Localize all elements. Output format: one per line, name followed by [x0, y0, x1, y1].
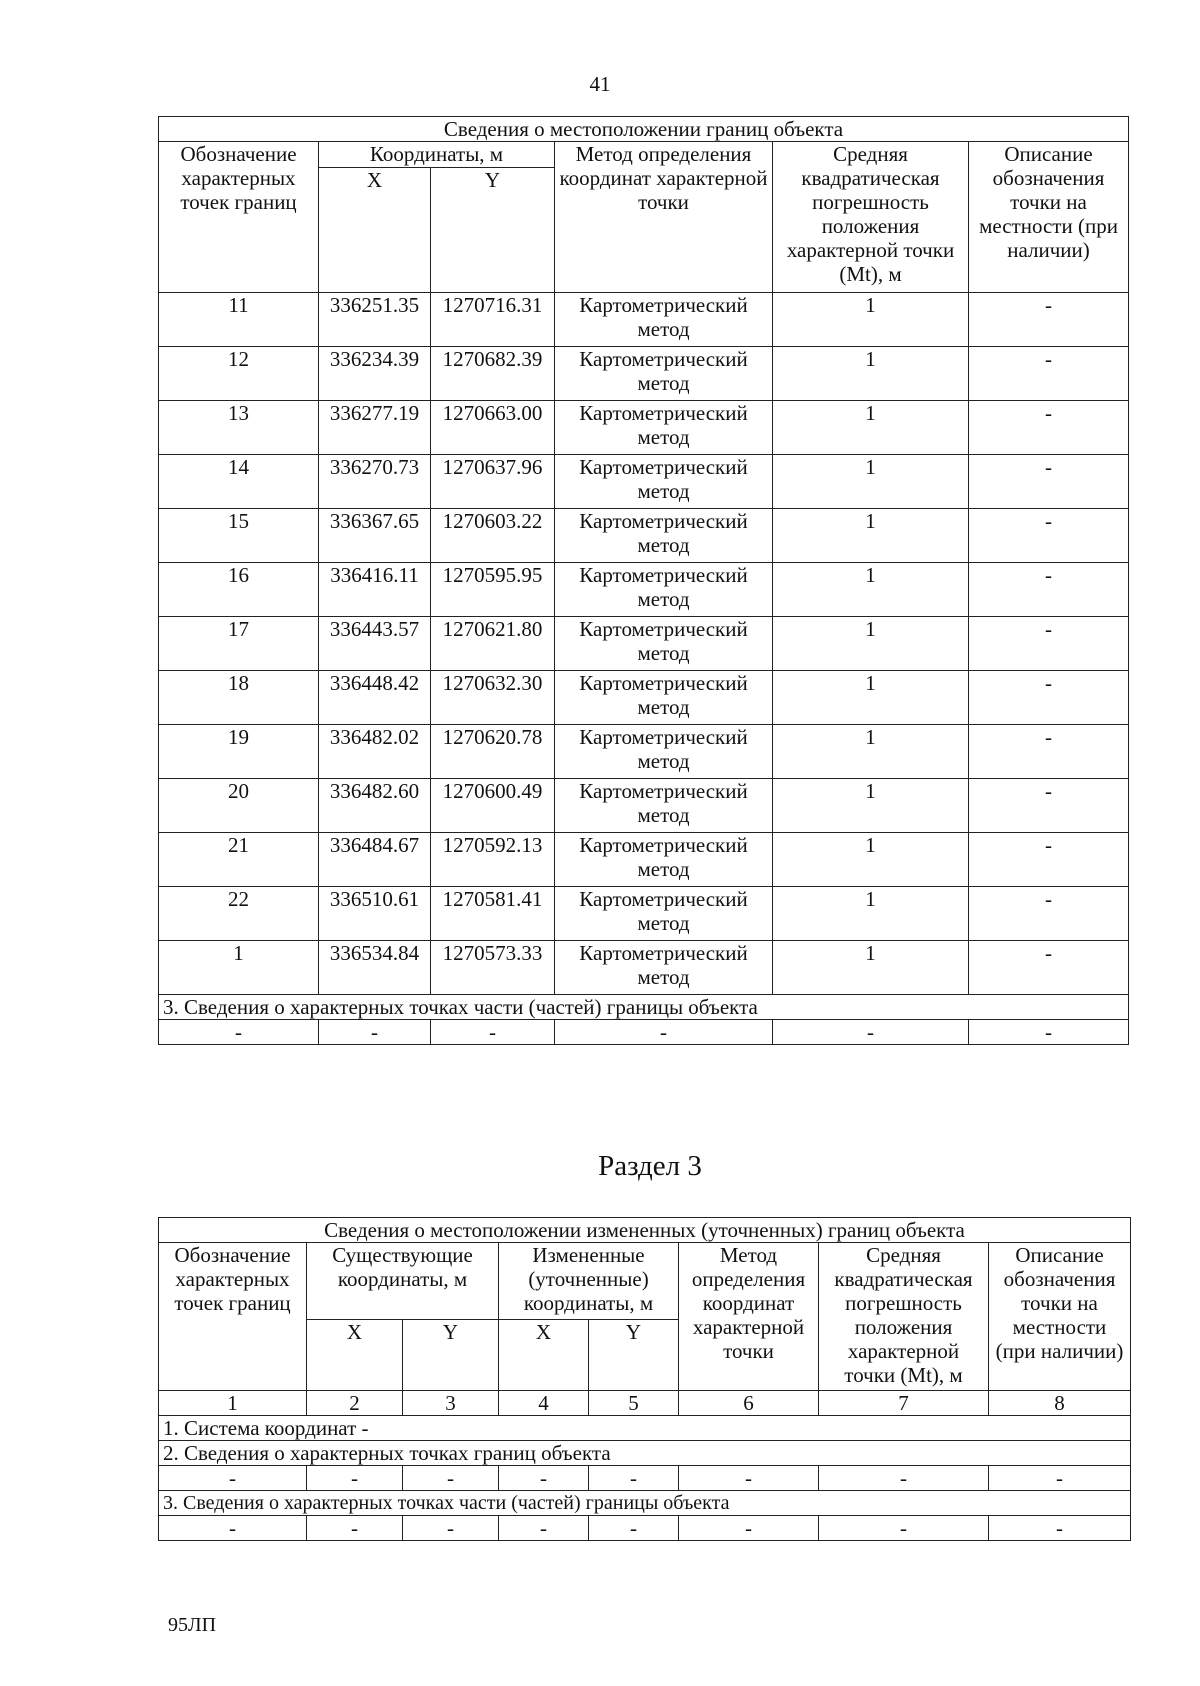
dash-cell: - [969, 1020, 1129, 1045]
table-row [159, 887, 1129, 941]
section-2-title: 2. Сведения о характерных точках границ объекта [159, 1441, 1131, 1466]
column-number: 4 [499, 1391, 589, 1416]
x-cell: 336367.65 [319, 509, 431, 563]
header-existing-coordinates: Существующие координаты, м [307, 1243, 499, 1320]
method-cell: Картометрический метод [555, 671, 773, 725]
method-cell: Картометрический метод [555, 617, 773, 671]
page-number: 41 [589, 72, 611, 96]
description-cell: - [969, 563, 1129, 617]
y-cell: 1270637.96 [431, 455, 555, 509]
table-row [159, 779, 1129, 833]
dash-cell: - [989, 1516, 1131, 1541]
header-method: Метод определения координат характерной точки [555, 142, 773, 293]
method-cell: Картометрический метод [555, 887, 773, 941]
dash-cell: - [307, 1516, 403, 1541]
header-x-changed: X [499, 1320, 589, 1391]
method-cell: Картометрический метод [555, 779, 773, 833]
method-cell: Картометрический метод [555, 833, 773, 887]
point-cell: 20 [159, 779, 319, 833]
accuracy-cell: 1 [773, 455, 969, 509]
x-cell: 336534.84 [319, 941, 431, 995]
table-row [159, 617, 1129, 671]
y-cell: 1270592.13 [431, 833, 555, 887]
header-x: X [319, 168, 431, 293]
point-cell: 17 [159, 617, 319, 671]
x-cell: 336251.35 [319, 293, 431, 347]
header-y-existing: Y [403, 1320, 499, 1391]
method-cell: Картометрический метод [555, 563, 773, 617]
section-3-row [159, 1020, 1129, 1045]
column-number: 6 [679, 1391, 819, 1416]
header-coordinates: Координаты, м [319, 142, 555, 168]
description-cell: - [969, 347, 1129, 401]
section-3-title: 3. Сведения о характерных точках части (частей) границы объекта [159, 995, 1129, 1020]
y-cell: 1270595.95 [431, 563, 555, 617]
point-cell: 14 [159, 455, 319, 509]
column-number: 8 [989, 1391, 1131, 1416]
y-cell: 1270603.22 [431, 509, 555, 563]
header-y-changed: Y [589, 1320, 679, 1391]
y-cell: 1270581.41 [431, 887, 555, 941]
dash-cell: - [589, 1516, 679, 1541]
point-cell: 11 [159, 293, 319, 347]
point-cell: 15 [159, 509, 319, 563]
method-cell: Картометрический метод [555, 347, 773, 401]
description-cell: - [969, 617, 1129, 671]
description-cell: - [969, 401, 1129, 455]
table-row [159, 941, 1129, 995]
header-accuracy: Средняя квадратическая погрешность положения характерной точки (Mt), м [773, 142, 969, 293]
table-row [159, 725, 1129, 779]
x-cell: 336234.39 [319, 347, 431, 401]
footer-code: 95ЛП [168, 1614, 217, 1636]
method-cell: Картометрический метод [555, 941, 773, 995]
header-y: Y [431, 168, 555, 293]
accuracy-cell: 1 [773, 671, 969, 725]
coordinate-system-row: 1. Система координат - [159, 1416, 1131, 1441]
point-cell: 16 [159, 563, 319, 617]
accuracy-cell: 1 [773, 347, 969, 401]
method-cell: Картометрический метод [555, 509, 773, 563]
accuracy-cell: 1 [773, 725, 969, 779]
x-cell: 336443.57 [319, 617, 431, 671]
dash-cell: - [679, 1466, 819, 1491]
accuracy-cell: 1 [773, 563, 969, 617]
column-number: 3 [403, 1391, 499, 1416]
method-cell: Картометрический метод [555, 455, 773, 509]
description-cell: - [969, 293, 1129, 347]
description-cell: - [969, 833, 1129, 887]
x-cell: 336482.60 [319, 779, 431, 833]
header-changed-coordinates: Измененные (уточненные) координаты, м [499, 1243, 679, 1320]
column-numbers-row [159, 1391, 1131, 1416]
description-cell: - [969, 671, 1129, 725]
header-point: Обозначение характерных точек границ [159, 142, 319, 293]
point-cell: 19 [159, 725, 319, 779]
table-row [159, 455, 1129, 509]
column-number: 2 [307, 1391, 403, 1416]
column-number: 5 [589, 1391, 679, 1416]
accuracy-cell: 1 [773, 833, 969, 887]
y-cell: 1270716.31 [431, 293, 555, 347]
method-cell: Картометрический метод [555, 725, 773, 779]
y-cell: 1270573.33 [431, 941, 555, 995]
dash-cell: - [431, 1020, 555, 1045]
table-caption: Сведения о местоположении границ объекта [159, 117, 1129, 142]
column-number: 1 [159, 1391, 307, 1416]
header-description: Описание обозначения точки на местности (при наличии) [989, 1243, 1131, 1391]
point-cell: 21 [159, 833, 319, 887]
section-3-title: 3. Сведения о характерных точках части (частей) границы объекта [159, 1491, 1131, 1516]
x-cell: 336270.73 [319, 455, 431, 509]
point-cell: 1 [159, 941, 319, 995]
changed-boundary-table [158, 1217, 1131, 1541]
header-method: Метод определения координат характерной точки [679, 1243, 819, 1391]
dash-cell: - [159, 1516, 307, 1541]
method-cell: Картометрический метод [555, 293, 773, 347]
y-cell: 1270682.39 [431, 347, 555, 401]
section-2-row [159, 1466, 1131, 1491]
dash-cell: - [819, 1516, 989, 1541]
dash-cell: - [499, 1466, 589, 1491]
x-cell: 336482.02 [319, 725, 431, 779]
dash-cell: - [989, 1466, 1131, 1491]
dash-cell: - [819, 1466, 989, 1491]
y-cell: 1270600.49 [431, 779, 555, 833]
header-x-existing: X [307, 1320, 403, 1391]
x-cell: 336510.61 [319, 887, 431, 941]
accuracy-cell: 1 [773, 509, 969, 563]
section-heading: Раздел 3 [598, 1150, 702, 1182]
table-row [159, 563, 1129, 617]
dash-cell: - [773, 1020, 969, 1045]
accuracy-cell: 1 [773, 401, 969, 455]
point-cell: 13 [159, 401, 319, 455]
dash-cell: - [403, 1516, 499, 1541]
boundary-coordinates-table [158, 116, 1129, 1045]
description-cell: - [969, 455, 1129, 509]
table-row [159, 509, 1129, 563]
y-cell: 1270632.30 [431, 671, 555, 725]
point-cell: 12 [159, 347, 319, 401]
y-cell: 1270663.00 [431, 401, 555, 455]
dash-cell: - [319, 1020, 431, 1045]
x-cell: 336277.19 [319, 401, 431, 455]
accuracy-cell: 1 [773, 617, 969, 671]
dash-cell: - [679, 1516, 819, 1541]
section-3-row [159, 1516, 1131, 1541]
accuracy-cell: 1 [773, 779, 969, 833]
description-cell: - [969, 941, 1129, 995]
dash-cell: - [555, 1020, 773, 1045]
y-cell: 1270621.80 [431, 617, 555, 671]
accuracy-cell: 1 [773, 887, 969, 941]
accuracy-cell: 1 [773, 293, 969, 347]
description-cell: - [969, 887, 1129, 941]
header-description: Описание обозначения точки на местности (при наличии) [969, 142, 1129, 293]
table-row [159, 833, 1129, 887]
table-row [159, 671, 1129, 725]
table-row [159, 401, 1129, 455]
table-row [159, 347, 1129, 401]
table-caption: Сведения о местоположении измененных (уточненных) границ объекта [159, 1218, 1131, 1243]
description-cell: - [969, 725, 1129, 779]
dash-cell: - [159, 1020, 319, 1045]
x-cell: 336484.67 [319, 833, 431, 887]
header-point: Обозначение характерных точек границ [159, 1243, 307, 1391]
point-cell: 22 [159, 887, 319, 941]
x-cell: 336416.11 [319, 563, 431, 617]
x-cell: 336448.42 [319, 671, 431, 725]
method-cell: Картометрический метод [555, 401, 773, 455]
y-cell: 1270620.78 [431, 725, 555, 779]
description-cell: - [969, 509, 1129, 563]
table-row [159, 293, 1129, 347]
dash-cell: - [589, 1466, 679, 1491]
dash-cell: - [307, 1466, 403, 1491]
dash-cell: - [159, 1466, 307, 1491]
dash-cell: - [403, 1466, 499, 1491]
dash-cell: - [499, 1516, 589, 1541]
description-cell: - [969, 779, 1129, 833]
point-cell: 18 [159, 671, 319, 725]
header-accuracy: Средняя квадратическая погрешность положения характерной точки (Mt), м [819, 1243, 989, 1391]
column-number: 7 [819, 1391, 989, 1416]
accuracy-cell: 1 [773, 941, 969, 995]
